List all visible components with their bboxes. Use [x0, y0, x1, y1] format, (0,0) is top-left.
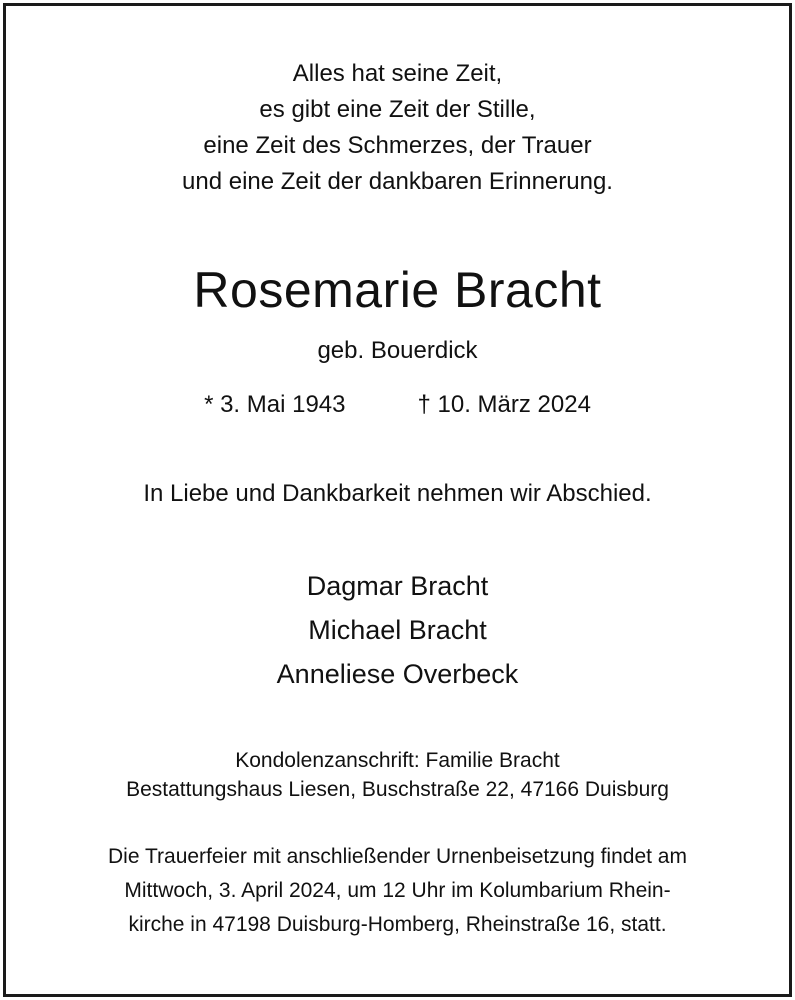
deceased-name: Rosemarie Bracht: [193, 262, 602, 318]
funeral-service-info: [6, 840, 789, 942]
memorial-poem: [6, 56, 789, 200]
mourner-name: Michael Bracht: [308, 615, 487, 645]
life-dates: [6, 388, 789, 422]
obituary-notice: [3, 3, 792, 997]
death-date: † 10. März 2024: [417, 391, 591, 418]
service-line: Mittwoch, 3. April 2024, um 12 Uhr im Kolumbarium Rhein-: [124, 879, 671, 902]
service-line: Die Trauerfeier mit anschließender Urnenbeisetzung findet am: [108, 845, 687, 868]
condolence-address: [6, 746, 789, 804]
poem-line: es gibt eine Zeit der Stille,: [259, 96, 536, 123]
condolence-line: Kondolenzanschrift: Familie Bracht: [235, 749, 560, 772]
mourner-name: Anneliese Overbeck: [276, 659, 519, 689]
poem-line: und eine Zeit der dankbaren Erinnerung.: [182, 168, 613, 195]
birth-date: * 3. Mai 1943: [204, 391, 346, 418]
poem-line: Alles hat seine Zeit,: [292, 60, 503, 87]
poem-line: eine Zeit des Schmerzes, der Trauer: [203, 132, 592, 159]
mourner-name: Dagmar Bracht: [306, 571, 489, 601]
service-line: kirche in 47198 Duisburg-Homberg, Rheinstraße 16, statt.: [128, 913, 667, 936]
birth-name: geb. Bouerdick: [317, 337, 478, 364]
mourner-list: [6, 564, 789, 696]
condolence-line: Bestattungshaus Liesen, Buschstraße 22, 47166 Duisburg: [126, 778, 669, 801]
farewell-text: In Liebe und Dankbarkeit nehmen wir Abschied.: [143, 480, 652, 507]
